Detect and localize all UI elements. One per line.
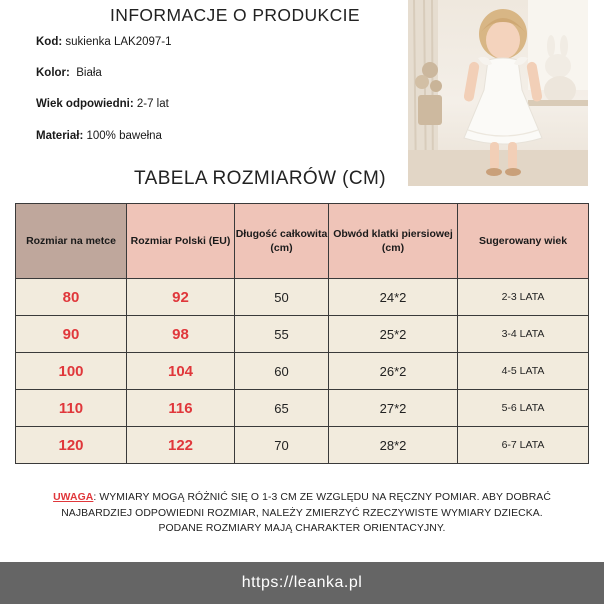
column-header-age: Sugerowany wiek	[458, 204, 589, 279]
table-row	[16, 353, 589, 390]
cell-length: 70	[235, 427, 329, 464]
table-row	[16, 427, 589, 464]
cell-chest: 27*2	[329, 390, 458, 427]
warning-line	[0, 490, 604, 506]
size-table-title: TABELA ROZMIARÓW (CM)	[134, 168, 386, 189]
dress-photo-illustration	[408, 0, 588, 186]
info-value: sukienka LAK2097-1	[62, 36, 172, 48]
cell-eu-size: 92	[127, 279, 235, 316]
info-value: Biała	[69, 67, 102, 79]
info-label: Kolor:	[36, 67, 70, 79]
cell-chest: 28*2	[329, 427, 458, 464]
table-row	[16, 316, 589, 353]
cell-eu-size: 104	[127, 353, 235, 390]
info-value: 100% bawełna	[83, 130, 162, 142]
cell-length: 60	[235, 353, 329, 390]
cell-tag-size: 80	[16, 279, 127, 316]
size-table	[15, 203, 589, 464]
info-row-code	[36, 36, 172, 48]
info-value: 2-7 lat	[133, 98, 169, 110]
info-row-age	[36, 98, 169, 110]
page-title: INFORMACJE O PRODUKCIE	[110, 5, 360, 25]
product-photo	[408, 0, 588, 186]
footer-bar	[0, 562, 604, 604]
info-label: Wiek odpowiedni:	[36, 98, 134, 110]
table-header-row	[16, 204, 589, 279]
info-label: Kod:	[36, 36, 63, 48]
cell-age: 6-7 LATA	[458, 427, 589, 464]
footer-url-link[interactable]: https://leanka.pl	[241, 574, 363, 591]
column-header-chest: Obwód klatki piersiowej (cm)	[329, 204, 458, 279]
table-row	[16, 390, 589, 427]
warning-note	[0, 490, 604, 537]
cell-age: 2-3 LATA	[458, 279, 589, 316]
cell-eu-size: 116	[127, 390, 235, 427]
cell-eu-size: 122	[127, 427, 235, 464]
cell-age: 5-6 LATA	[458, 390, 589, 427]
cell-chest: 25*2	[329, 316, 458, 353]
warning-text: : WYMIARY MOGĄ RÓŻNIĆ SIĘ O 1-3 CM ZE WZGLĘDU NA RĘCZNY POMIAR. ABY DOBRAĆ	[93, 492, 551, 503]
info-label: Materiał:	[36, 130, 84, 142]
cell-tag-size: 90	[16, 316, 127, 353]
cell-eu-size: 98	[127, 316, 235, 353]
info-row-material	[36, 130, 162, 142]
cell-length: 50	[235, 279, 329, 316]
column-header-length: Długość całkowita (cm)	[235, 204, 329, 279]
cell-tag-size: 100	[16, 353, 127, 390]
table-row	[16, 279, 589, 316]
column-header-eu-size: Rozmiar Polski (EU)	[127, 204, 235, 279]
cell-tag-size: 110	[16, 390, 127, 427]
cell-age: 4-5 LATA	[458, 353, 589, 390]
cell-tag-size: 120	[16, 427, 127, 464]
cell-length: 55	[235, 316, 329, 353]
cell-age: 3-4 LATA	[458, 316, 589, 353]
info-row-color	[36, 67, 102, 79]
warning-label: UWAGA	[53, 492, 94, 503]
warning-line: PODANE ROZMIARY MAJĄ CHARAKTER ORIENTACYJNY.	[158, 523, 446, 534]
cell-chest: 26*2	[329, 353, 458, 390]
warning-line: NAJBARDZIEJ ODPOWIEDNI ROZMIAR, NALEŻY ZMIERZYĆ RZECZYWISTE WYMIARY DZIECKA.	[61, 507, 543, 519]
cell-length: 65	[235, 390, 329, 427]
column-header-tag-size: Rozmiar na metce	[16, 204, 127, 279]
cell-chest: 24*2	[329, 279, 458, 316]
